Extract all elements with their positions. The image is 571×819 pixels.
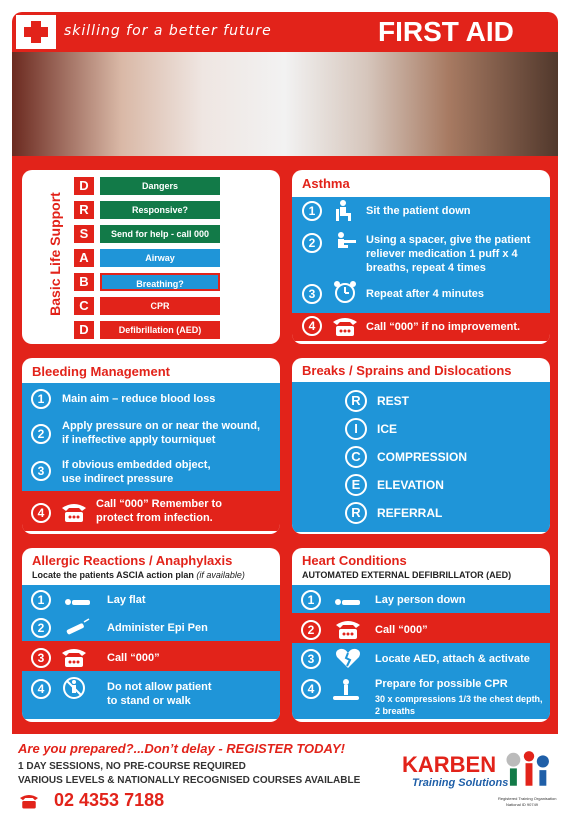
allergic-num-4: 4 — [31, 679, 51, 699]
bleeding-num-1: 1 — [31, 389, 51, 409]
rice-label: REST — [377, 394, 410, 408]
allergic-subtitle — [32, 570, 245, 580]
telephone-icon — [334, 617, 362, 641]
photo-strip — [12, 156, 558, 164]
rice-letter-icon: R — [345, 390, 367, 412]
bls-letter: D — [74, 177, 94, 195]
heart-text-1: Lay person down — [375, 594, 466, 606]
rice-letter-icon: E — [345, 474, 367, 496]
bleeding-text-4b: protect from infection. — [96, 512, 213, 524]
rto-label: Registered Training Organisation — [498, 796, 557, 801]
breaks-title: Breaks / Sprains and Dislocations — [302, 363, 512, 378]
allergic-subtitle-text: Locate the patients ASCIA action plan — [32, 570, 194, 580]
lying-person-icon — [58, 588, 98, 612]
asthma-text-2a: Using a spacer, give the patient — [366, 234, 531, 246]
bleeding-num-4: 4 — [31, 503, 51, 523]
telephone-icon — [331, 314, 359, 338]
bleeding-text-1: Main aim – reduce blood loss — [62, 393, 216, 405]
telephone-icon — [60, 500, 88, 524]
allergic-num-2: 2 — [31, 618, 51, 638]
bls-step-box: Responsive? — [100, 201, 220, 219]
sitting-person-icon — [331, 199, 359, 223]
heart-text-2: Call “000” — [375, 624, 428, 636]
rice-letter-icon: C — [345, 446, 367, 468]
heart-text-4c: 2 breaths — [375, 706, 416, 716]
heart-text-4b: 30 x compressions 1/3 the chest depth, — [375, 694, 543, 704]
bleeding-title: Bleeding Management — [32, 364, 170, 379]
broken-heart-icon — [334, 646, 362, 670]
bls-step-box: Airway — [100, 249, 220, 267]
bls-letter: C — [74, 297, 94, 315]
bleeding-text-2b: if ineffective apply tourniquet — [62, 434, 216, 446]
brand-subtitle: Training Solutions — [412, 777, 509, 789]
bls-letter: R — [74, 201, 94, 219]
heart-num-4: 4 — [301, 679, 321, 699]
asthma-num-2: 2 — [302, 233, 322, 253]
rto-number: National ID 90749 — [506, 802, 539, 807]
asthma-num-3: 3 — [302, 284, 322, 304]
rice-letter-icon: R — [345, 502, 367, 524]
spacer-inhaler-icon — [331, 231, 359, 255]
telephone-icon — [60, 645, 88, 669]
heart-title: Heart Conditions — [302, 553, 407, 568]
allergic-text-1: Lay flat — [107, 594, 146, 606]
footer-headline: Are you prepared?...Don’t delay - REGISTER TODAY! — [18, 741, 345, 756]
bleeding-text-3b: use indirect pressure — [62, 473, 174, 485]
allergic-text-4b: to stand or walk — [107, 695, 191, 707]
asthma-text-3: Repeat after 4 minutes — [366, 288, 484, 300]
heart-num-3: 3 — [301, 649, 321, 669]
asthma-num-1: 1 — [302, 201, 322, 221]
lying-person-icon — [328, 588, 368, 612]
bleeding-text-4a: Call “000” Remember to — [96, 498, 222, 510]
red-cross-icon — [22, 20, 50, 44]
heart-text-3: Locate AED, attach & activate — [375, 653, 530, 665]
bleeding-text-3a: If obvious embedded object, — [62, 459, 211, 471]
phone-number[interactable]: 02 4353 7188 — [54, 790, 165, 810]
heart-text-4: Prepare for possible CPR — [375, 678, 508, 690]
brand-name: KARBEN — [402, 752, 497, 777]
allergic-subtitle-note: (if available) — [196, 570, 245, 580]
no-walking-icon — [60, 676, 88, 700]
allergic-num-3: 3 — [31, 648, 51, 668]
bls-letter: B — [74, 273, 94, 291]
epi-pen-icon — [62, 616, 90, 640]
allergic-text-3: Call “000” — [107, 652, 160, 664]
slogan: skilling for a better future — [64, 23, 272, 39]
rice-label: REFERRAL — [377, 506, 443, 520]
phone-icon — [18, 792, 40, 810]
asthma-text-2c: breaths, repeat 4 times — [366, 262, 486, 274]
bls-side-label: Basic Life Support — [47, 192, 63, 316]
bls-letter: S — [74, 225, 94, 243]
asthma-title: Asthma — [302, 176, 350, 191]
heart-subtitle: AUTOMATED EXTERNAL DEFIBRILLATOR (AED) — [302, 570, 512, 580]
rice-letter-icon: I — [345, 418, 367, 440]
page-title: FIRST AID — [378, 16, 514, 47]
asthma-text-4: Call “000” if no improvement. — [366, 321, 521, 333]
bls-step-box: Send for help - call 000 — [100, 225, 220, 243]
alarm-clock-icon — [331, 280, 359, 304]
bls-letter: A — [74, 249, 94, 267]
bls-step-box: CPR — [100, 297, 220, 315]
asthma-text-2b: reliever medication 1 puff x 4 — [366, 248, 518, 260]
heart-num-1: 1 — [301, 590, 321, 610]
bleeding-num-3: 3 — [31, 461, 51, 481]
rice-label: COMPRESSION — [377, 450, 468, 464]
rice-label: ICE — [377, 422, 398, 436]
gear-people-logo-icon — [503, 748, 555, 794]
heart-num-2: 2 — [301, 620, 321, 640]
bleeding-num-2: 2 — [31, 424, 51, 444]
allergic-text-2: Administer Epi Pen — [107, 622, 208, 634]
allergic-title: Allergic Reactions / Anaphylaxis — [32, 553, 233, 568]
footer-line-2: VARIOUS LEVELS & NATIONALLY RECOGNISED COURSES AVAILABLE — [18, 775, 361, 786]
bls-step-box: Dangers — [100, 177, 220, 195]
allergic-num-1: 1 — [31, 590, 51, 610]
footer-line-1: 1 DAY SESSIONS, NO PRE-COURSE REQUIRED — [18, 761, 246, 772]
bls-step-box: Breathing? — [100, 273, 220, 291]
cpr-icon — [332, 678, 360, 702]
hero-photo — [12, 52, 558, 156]
allergic-text-4a: Do not allow patient — [107, 681, 212, 693]
bls-step-box: Defibrillation (AED) — [100, 321, 220, 339]
bls-letter: D — [74, 321, 94, 339]
bleeding-text-2a: Apply pressure on or near the wound, — [62, 420, 261, 432]
asthma-num-4: 4 — [302, 316, 322, 336]
rice-label: ELEVATION — [377, 478, 444, 492]
asthma-text-1: Sit the patient down — [366, 205, 471, 217]
